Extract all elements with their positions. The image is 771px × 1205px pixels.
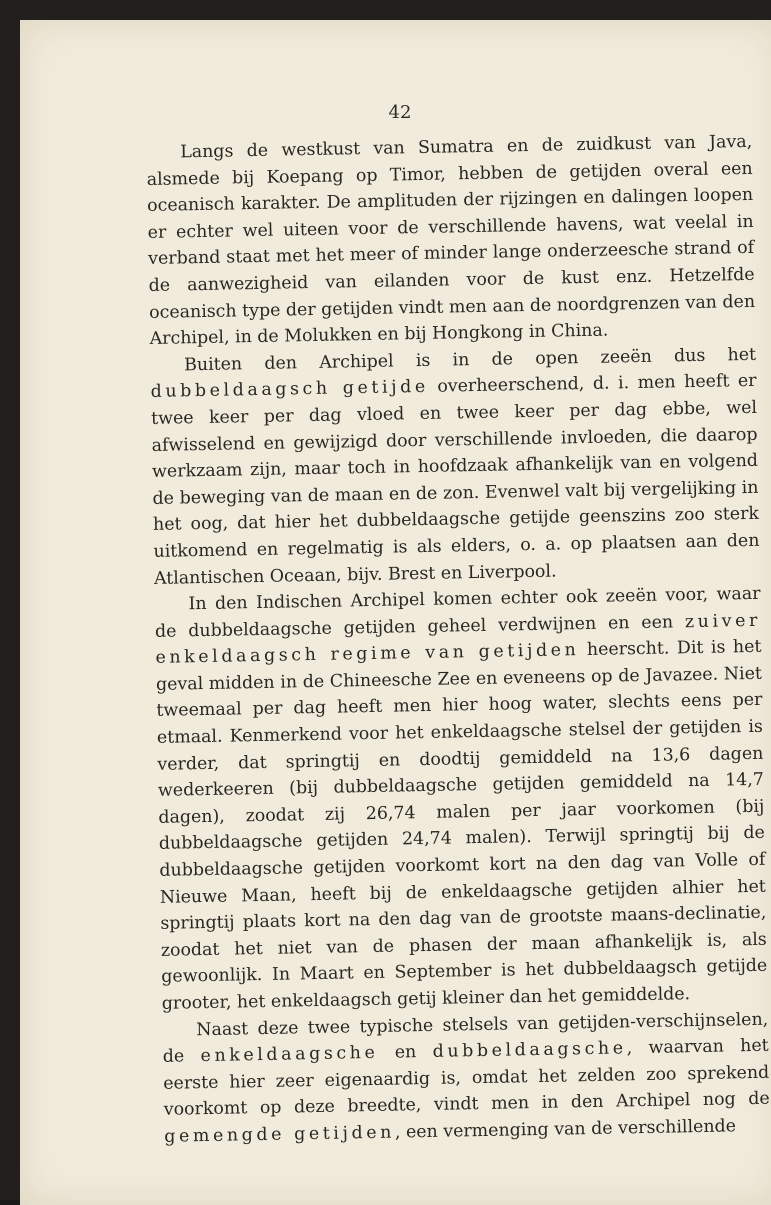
paragraph-4: [162, 1006, 770, 1150]
spaced-emphasis: dubbeldaagsche: [432, 1038, 627, 1063]
text-run: Buiten den Archipel is in de open zeeën dus het: [183, 344, 757, 376]
text-run: , waarvan het eerste hier zeer eigenaardig is, omdat het zelden zoo sprekend voorkomt op deze breedte, vindt men in den Archipel nog de: [163, 1035, 770, 1121]
text-run: Langs de westkust van Sumatra en de zuidkust van Java, alsmede bij Koepang op Timor, hebben de getijden overal een oceanisch karakter. De amplituden der rijzingen en dalingen loopen er echter wel uiteen voor de verschillende havens, wat veelal in verband staat met het meer of minder lange onderzeesche strand of de aanwezigheid van eilanden voor de kust enz. Hetzelfde oceanisch type der getijden vindt men aan de noordgrenzen van den Archipel, in de Molukken en bij Hongkong in China.: [146, 131, 756, 350]
spaced-emphasis: dubbeldaagsch getijde: [150, 377, 430, 403]
paragraph-3: [154, 581, 768, 1018]
spaced-emphasis: gemengde getijden: [164, 1122, 396, 1147]
text-run: Naast deze twee typische stelsels van getijden-verschijnselen, de: [162, 1009, 769, 1068]
text-run: overheerschend, d. i. men heeft er twee keer per dag vloed en twee keer per dag ebbe, wel afwisselend en gewijzigd door verschillende invloeden, die daarop werkzaam zijn, maar toch in hoofdzaak afhankelijk van en volgend de beweging van de maan en de zon. Evenwel valt bij vergelijking in het oog, dat hier het dubbeldaagsche getijde geenszins zoo sterk uitkomend en regelmatig is als elders, o. a. op plaatsen aan den Atlantischen Oceaan, bijv. Brest en Liverpool.: [150, 371, 760, 589]
paragraph-1: [146, 129, 756, 353]
page-number: 42: [388, 102, 412, 123]
book-page: [20, 20, 771, 1205]
paragraph-2: [150, 342, 760, 592]
text-run: heerscht. Dit is het geval midden in de Chineesche Zee en eveneens op de Javazee. Niet tweemaal per dag heeft men hier hoog water, slechts eens per etmaal. Kenmerkend voor het enkeldaagsche stelsel der getijden is verder, dat springtij en doodtij gemiddeld na 13,6 dagen wederkeeren (bij dubbeldaagsche getijden gemiddeld na 14,7 dagen), zoodat zij 26,74 malen per jaar voorkomen (bij dubbeldaagsche getijden 24,74 malen). Terwijl springtij bij de dubbeldaagsche getijden voorkomt kort na den dag van Volle of Nieuwe Maan, heeft bij de enkeldaagsche getijden alhier het springtij plaats kort na den dag van de grootste maans-declinatie, zoodat het niet van de phasen der maan afhankelijk is, als gewoonlijk. In Maart en September is het dubbeldaagsch getijde grooter, het enkeldaagsch getij kleiner dan het gemiddelde.: [155, 637, 768, 1014]
body-text: [146, 129, 770, 1150]
spaced-emphasis: enkeldaagsche: [200, 1043, 379, 1067]
text-run: In den Indischen Archipel komen echter ook zeeën voor, waar de dubbeldaagsche getijden geheel verdwijnen en een: [154, 583, 761, 642]
text-run: , een vermenging van de verschillende: [394, 1116, 737, 1143]
text-run: en: [378, 1042, 433, 1064]
spaced-emphasis: zuiver enkeldaagsch regime van getijden: [155, 610, 762, 669]
